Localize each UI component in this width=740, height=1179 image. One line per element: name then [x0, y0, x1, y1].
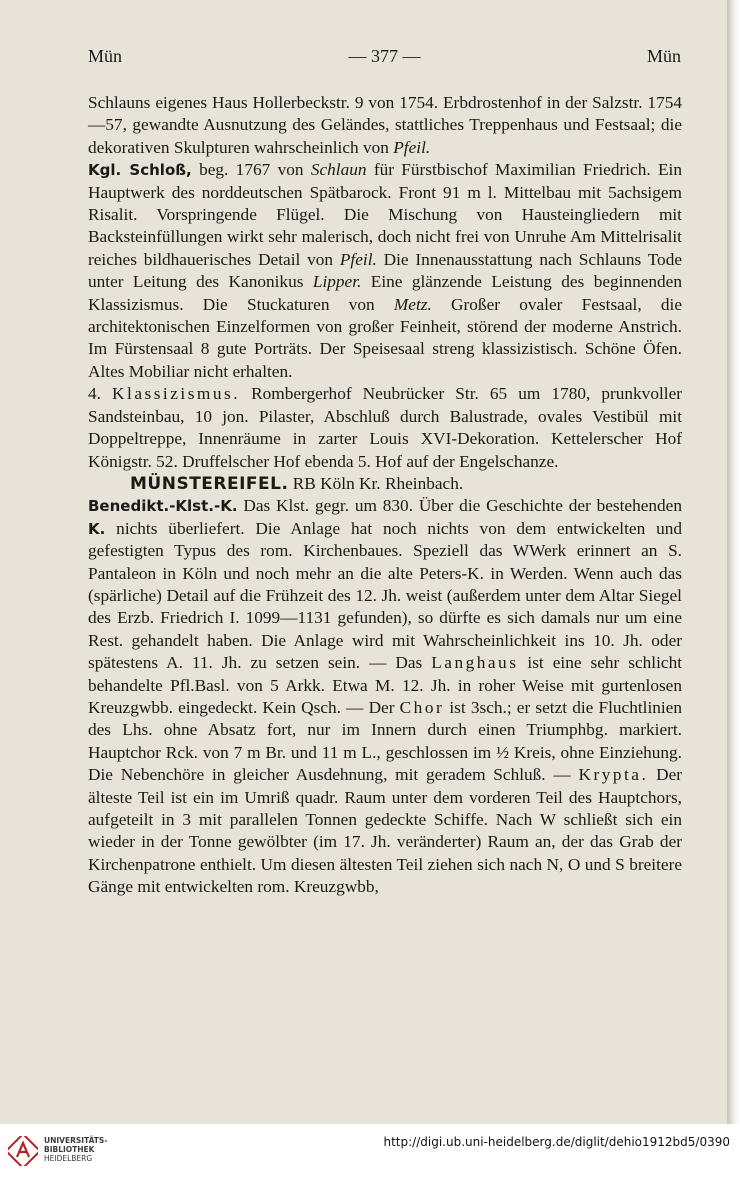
body-text	[88, 92, 682, 899]
header-left: Mün	[88, 46, 123, 66]
artist-name: Metz.	[393, 294, 432, 314]
header-right: Mün	[646, 46, 681, 66]
footer-bar	[0, 1124, 740, 1179]
library-name: UNIVERSITÄTS- BIBLIOTHEK HEIDELBERG	[44, 1136, 108, 1163]
town-heading-line: MÜNSTEREIFEL. RB Köln Kr. Rheinbach.	[130, 473, 464, 494]
paragraph: 4. Klassizismus. Rombergerhof Neubrücker Str. 65 um 1780, prunkvoller Sandsteinbau, 10 jon. Pilaster, Abschluß durch Balustrade, ovales Vestibül mit Doppeltreppe, Innenräume in zarter Louis XVI-Dekoration. Kettelerscher Hof Königstr. 52. Druffelscher Hof ebenda 5. Hof auf der Engelschanze.	[88, 384, 682, 471]
paragraph: Kgl. Schloß, beg. 1767 von Schlaun für Fürstbischof Maximilian Friedrich. Ein Hauptwerk des norddeutschen Spätbarock. Front 91 m l. Mittelbau mit 5achsigem Risalit. Vorspringende Flügel. Die Mischung von Hausteingliedern mit Backsteinfüllungen wirkt sehr malerisch, doch nicht frei von Unruhe Am Mittelrisalit reiches bildhauerisches Detail von Pfeil. Die Innenausstattung nach Schlauns Tode unter Leitung des Kanonikus Lipper. Eine glänzende Leistung des beginnenden Klassizismus. Die Stuckaturen von Metz. Großer ovaler Festsaal, die architektonischen Einzelformen von großer Feinheit, störend der moderne Anstrich. Im Fürstensaal 8 gute Porträts. Der Speisesaal streng klassizistisch. Schöne Öfen. Altes Mobiliar nicht erhalten.	[88, 160, 683, 381]
page-edge	[727, 0, 740, 1124]
spaced-term: Krypta.	[578, 765, 649, 785]
permalink-link[interactable]: http://digi.ub.uni-heidelberg.de/diglit/dehio1912bd5/0390	[383, 1135, 730, 1149]
university-logo-icon	[8, 1136, 38, 1166]
paragraph: Schlauns eigenes Haus Hollerbeckstr. 9 von 1754. Erbdrostenhof in der Salzstr. 1754—57, gewandte Ausnutzung des Geländes, stattliches Treppenhaus und Festsaal; die dekorativen Skulpturen wahrscheinlich von Pfeil.	[88, 93, 682, 157]
page-number: — 377 —	[348, 46, 421, 66]
artist-name: Pfeil.	[339, 249, 377, 269]
spaced-term: Langhaus	[431, 653, 519, 673]
paragraph: Benedikt.-Klst.-K. Das Klst. gegr. um 830. Über die Geschichte der bestehenden K. nichts überliefert. Die Anlage hat noch nichts von dem entwickelten und gefestigten Typus des rom. Kirchenbaues. Speziell das WWerk erinnert an S. Pantaleon in Köln und noch mehr an die alte Peters-K. in Werden. Wenn auch das (spärliche) Detail auf die Frühzeit des 12. Jh. weist (außerdem unter dem Altar Siegel des Erzb. Friedrich I. 1099—1131 gefunden), so dürfte es sich damals nur um eine Rest. gehandelt haben. Die Anlage wird mit Wahrscheinlichkeit ins 10. Jh. oder spätestens A. 11. Jh. zu setzen sein. — Das Langhaus ist eine sehr schlicht behandelte Pfl.Basl. von 5 Arkk. Etwa M. 12. Jh. in roher Weise mit gurtenlosen Kreuzgwbb. eingedeckt. Kein Qsch. — Der Chor ist 3sch.; er setzt die Fluchtlinien des Lhs. ohne Absatz fort, nur im Innern durch einen Triumphbg. markiert. Hauptchor Rck. von 7 m Br. und 11 m L., geschlossen im ½ Kreis, ohne Einziehung. Die Nebenchöre in gleicher Ausdehnung, mit geradem Schluß. — Krypta. Der älteste Teil ist ein im Umriß quadr. Raum unter dem vorderen Teil des Hauptchors, aufgeteilt in 3 mit parallelen Tonnen gedeckte Schiffe. Nach W schließt sich ein wieder in der Tonne gewölbter (im 17. Jh. veränderter) Raum an, der das Grab der Kirchenpatrone enthielt. Um diesen ältesten Teil ziehen sich nach N, O und S breitere Gänge mit entwickelten rom. Kreuzgwbb,	[88, 496, 683, 897]
entry-heading: Benedikt.-Klst.-K.	[88, 497, 238, 516]
entry-heading: Kgl. Schloß,	[88, 161, 192, 180]
section-heading: Klassizismus.	[112, 384, 241, 404]
town-heading: MÜNSTEREIFEL.	[130, 473, 289, 494]
artist-name: Schlaun	[310, 160, 367, 180]
abbrev-bold: K.	[88, 519, 106, 538]
spaced-term: Chor	[399, 697, 445, 717]
artist-name: Pfeil.	[393, 137, 431, 157]
running-header	[88, 46, 681, 72]
artist-name: Lipper.	[312, 272, 362, 292]
